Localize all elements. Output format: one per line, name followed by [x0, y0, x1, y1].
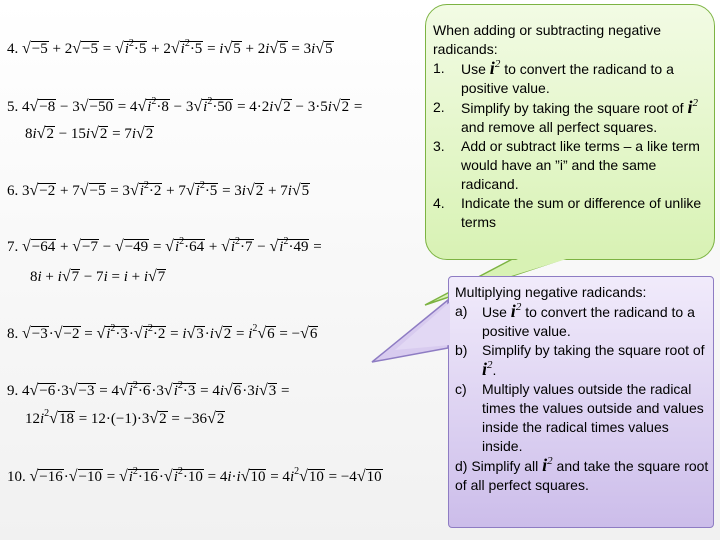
equation-9-line-1: 9. $4√-6\cdot 3√-3 = 4√i^2\cdot 6\cdot 3√i^2\cdot 3 = 4i√6\cdot 3i√3$ =	[7, 380, 290, 399]
i-squared-symbol: $i^2$	[542, 455, 553, 475]
green-callout-item-3: 3. Add or subtract like terms – a like term would have an ”i” and the same radicand.	[433, 138, 700, 192]
purple-callout-text	[455, 283, 711, 495]
i-squared-symbol: $i^2$	[510, 301, 522, 321]
i-squared-symbol: $i^2$	[687, 97, 698, 117]
green-callout-intro: When adding or subtracting negative radicands:	[433, 22, 662, 57]
green-callout-item-1: 1. Use $i^2$ to convert the radicand to a positive value.	[433, 58, 674, 96]
equation-5-line-2: 8i√2 − 15i√2 = 7i√2	[25, 125, 154, 142]
purple-callout-item-b: b) Simplify by taking the square root of $i^2$.	[455, 342, 705, 379]
equation-6: 6. $3√-2 + 7√-5 = 3√i^2\cdot 2 + 7√i^2\cdot 5 = 3i√2 + 7i√5$	[7, 180, 310, 199]
purple-callout-intro: Multiplying negative radicands:	[455, 284, 647, 300]
equation-9-line-2: $12i^2√18 = 12\cdot(-1)\cdot 3√2 = -36√2$	[25, 408, 225, 427]
equation-7-line-1: 7. $√-64 + √-7 - √-49 = √i^2\cdot 64 + √i^2\cdot 7 - √i^2\cdot 49$ =	[7, 236, 322, 255]
purple-callout-item-d: d) Simplify all $i^2$ and take the square root of all perfect squares.	[455, 455, 709, 493]
purple-callout-item-a: a) Use $i^2$ to convert the radicand to a positive value.	[455, 301, 695, 339]
i-squared-symbol: $i^2$	[489, 58, 501, 78]
equation-10: 10. $√-16\cdot√-10 = √i^2\cdot 16\cdot√i^2\cdot 10 = 4i\cdot i√10 = 4i^2√10 = -4√10$	[7, 466, 382, 485]
equation-5-line-1: 5. $4√-8 - 3√-50 = 4√i^2\cdot 8 - 3√i^2\cdot 50 = 4\cdot 2i√2 - 3\cdot 5i√2$ =	[7, 96, 363, 115]
purple-callout-item-c: c) Multiply values outside the radical times the values outside and values inside the radical times values inside.	[455, 381, 704, 454]
green-callout-item-4: 4. Indicate the sum or difference of unlike terms	[433, 195, 702, 230]
equation-4: 4. $√-5 + 2√-5 = √i^2\cdot 5 + 2√i^2\cdot 5 = i√5 + 2i√5 = 3i√5$	[7, 38, 333, 57]
i-squared-symbol: $i^2$	[482, 359, 493, 379]
equation-7-line-2: 8i + i√7 − 7i = i + i√7	[30, 268, 166, 285]
equation-8: 8. $√-3\cdot√-2 = √i^2\cdot 3\cdot√i^2\cdot 2 = i√3\cdot i√2 = i^2√6 = -√6$	[7, 323, 318, 342]
green-callout-item-2: 2. Simplify by taking the square root of $i^2$ and remove all perfect squares.	[433, 97, 698, 135]
